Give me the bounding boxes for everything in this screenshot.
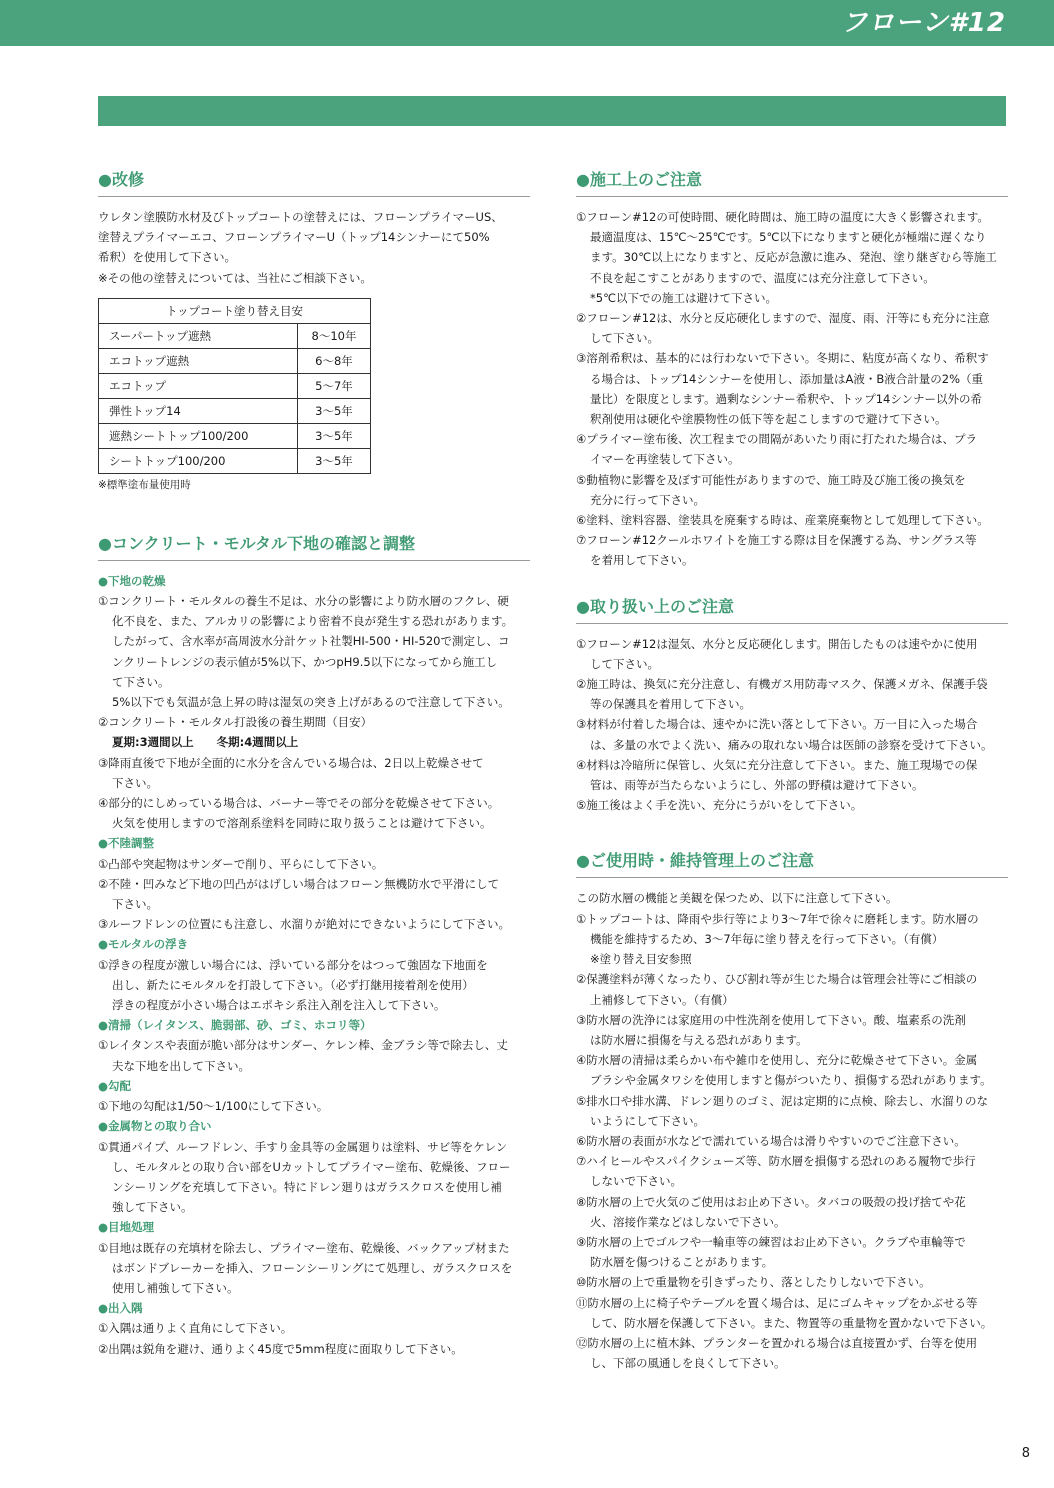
list-item: ①入隅は通りよく直角にして下さい。	[98, 1321, 293, 1336]
list-item-note: 5%以下でも気温が急上昇の時は湿気の突き上げがあるので注意して下さい。	[112, 695, 510, 710]
table-cell-name: シートトップ100/200	[99, 448, 298, 473]
list-item: ⑤施工後はよく手を洗い、充分にうがいをして下さい。	[576, 798, 863, 813]
list-item: ②不陸・凹みなど下地の凹凸がはげしい場合はフローン無機防水で平滑にして 下さい。	[98, 876, 500, 912]
list-item: ②フローン#12は、水分と反応硬化しますので、湿度、雨、汗等にも充分に注意 して下さい。	[576, 311, 990, 346]
text-line: 塗替えプライマーエコ、フローンプライマーU（トップ14シンナーにて50%	[98, 230, 490, 245]
section-shiyou	[576, 849, 1008, 1373]
list-item-note: ※塗り替え目安参照	[590, 952, 692, 967]
section-title: ●コンクリート・モルタル下地の確認と調整	[98, 532, 530, 561]
table-cell-years: 5〜7年	[298, 373, 371, 398]
list-item: ④部分的にしめっている場合は、バーナー等でその部分を乾燥させて下さい。 火気を使用しますので溶剤系塗料を同時に取り扱うことは避けて下さい。	[98, 796, 500, 831]
list-item: ①目地は既存の充填材を除去し、プライマー塗布、乾燥後、バックアップ材また はボンドブレーカーを挿入、フローンシーリングにて処理し、ガラスクロスを 使用し補強して下さい。	[98, 1240, 513, 1295]
table-cell-years: 8〜10年	[298, 323, 371, 348]
section-toriatsukai	[576, 595, 1008, 816]
topcoat-table	[98, 298, 371, 474]
table-cell-years: 3〜5年	[298, 448, 371, 473]
list-item: ②出隅は鋭角を避け、通りよく45度で5mm程度に面取りして下さい。	[98, 1341, 463, 1356]
list-item: ③材料が付着した場合は、速やかに洗い落として下さい。万一目に入った場合 は、多量の水でよく洗い、痛みの取れない場合は医師の診察を受けて下さい。	[576, 717, 993, 752]
table-row	[99, 398, 371, 423]
list-item: ①凸部や突起物はサンダーで削り、平らにして下さい。	[98, 856, 384, 871]
table-cell-name: スーパートップ遮熱	[99, 323, 298, 348]
subsection-title: ●不陸調整	[98, 836, 155, 851]
left-column	[98, 168, 530, 1383]
brand-title: フローン#12	[841, 8, 1006, 38]
list-item: ②コンクリート・モルタル打設後の養生期間（目安）	[98, 715, 373, 730]
page-number: 8	[1021, 1446, 1030, 1461]
list-item: ①フローン#12の可使時間、硬化時間は、施工時の温度に大きく影響されます。 最適温度は、15℃〜25℃です。5℃以下になりますと硬化が極端に遅くなり ます。30℃以上になりますと、反応が急激に進み、発泡、塗り継ぎむら等施工 不良を起こすことがありますので、温度には充分注意して下さい。	[576, 210, 997, 285]
list-item-note: 浮きの程度が小さい場合はエポキシ系注入剤を注入して下さい。	[112, 998, 446, 1013]
list-item: ③降雨直後で下地が全面的に水分を含んでいる場合は、2日以上乾燥させて 下さい。	[98, 755, 484, 790]
list-item: ①フローン#12は湿気、水分と反応硬化します。開缶したものは速やかに使用 して下さい。	[576, 636, 978, 671]
subsection-title: ●清掃（レイタンス、脆弱部、砂、ゴミ、ホコリ等）	[98, 1018, 372, 1033]
list-item: ①コンクリート・モルタルの養生不足は、水分の影響により防水層のフクレ、硬 化不良を、また、アルカリの影響により密着不良が発生する恐れがあります。 したがって、含水率が高周波水分計ケット社製HI-500・HI-520で測定し、コ ンクリートレンジの表示値が5%以下、かつpH9.5以下になってから施工し て下さい。	[98, 594, 514, 689]
text-line: 希釈）を使用して下さい。	[98, 250, 236, 265]
list-item: ①トップコートは、降雨や歩行等により3〜7年で徐々に磨耗します。防水層の 機能を維持するため、3〜7年毎に塗り替えを行って下さい。（有償）	[576, 911, 979, 946]
table-note: ※標準塗布量使用時	[98, 478, 191, 491]
section-title: ●ご使用時・維持管理上のご注意	[576, 849, 1008, 878]
list-item: ⑤排水口や排水溝、ドレン廻りのゴミ、泥は定期的に点検、除去し、水溜りのな いようにして下さい。	[576, 1093, 989, 1128]
section-kaishu	[98, 168, 530, 494]
list-item: ⑪防水層の上に椅子やテーブルを置く場合は、足にゴムキャップをかぶせる等 して、防水層を保護して下さい。また、物置等の重量物を置かないで下さい。	[576, 1295, 993, 1330]
list-item: ⑧防水層の上で火気のご使用はお止め下さい。タバコの吸殻の投げ捨てや花 火、溶接作業などはしないで下さい。	[576, 1194, 966, 1229]
subsection-title: ●勾配	[98, 1078, 132, 1093]
subsection-title: ●下地の乾燥	[98, 573, 166, 588]
list-item: ②施工時は、換気に充分注意し、有機ガス用防毒マスク、保護メガネ、保護手袋 等の保護具を着用して下さい。	[576, 677, 988, 712]
list-item: ⑦ハイヒールやスパイクシューズ等、防水層を損傷する恐れのある履物で歩行 しないで下さい。	[576, 1154, 976, 1189]
list-item: ⑨防水層の上でゴルフや一輪車等の練習はお止め下さい。クラブや車輪等で 防水層を傷つけることがあります。	[576, 1234, 966, 1270]
list-item: ⑫防水層の上に植木鉢、プランターを置かれる場合は直接置かず、台等を使用 し、下部の風通しを良くして下さい。	[576, 1335, 978, 1371]
subsection-title: ●金属物との取り合い	[98, 1119, 212, 1134]
list-item: ⑤動植物に影響を及ぼす可能性がありますので、施工時及び施工後の換気を 充分に行って下さい。	[576, 472, 966, 507]
header-bar	[0, 0, 1054, 46]
text-line: この防水層の機能と美観を保つため、以下に注意して下さい。	[576, 891, 898, 906]
table-cell-years: 3〜5年	[298, 398, 371, 423]
list-item: ①下地の勾配は1/50〜1/100にして下さい。	[98, 1099, 329, 1114]
subsection-title: ●目地処理	[98, 1220, 155, 1235]
list-item: ①浮きの程度が激しい場合には、浮いている部分をはつって強固な下地面を 出し、新たにモルタルを打設して下さい。（必ず打継用接着剤を使用）	[98, 957, 488, 992]
table-row	[99, 448, 371, 473]
text-line: ※その他の塗替えについては、当社にご相談下さい。	[98, 270, 372, 285]
list-item: ②保護塗料が薄くなったり、ひび割れ等が生じた場合は管理会社等にご相談の 上補修して下さい。（有償）	[576, 972, 978, 1007]
table-cell-years: 6〜8年	[298, 348, 371, 373]
list-item: ④プライマー塗布後、次工程までの間隔があいたり雨に打たれた場合は、プラ イマーを再塗装して下さい。	[576, 432, 977, 467]
list-item: ①レイタンスや表面が脆い部分はサンダー、ケレン棒、金ブラシ等で除去し、丈 夫な下地を出して下さい。	[98, 1038, 508, 1073]
section-title: ●改修	[98, 168, 530, 197]
list-item: ⑩防水層の上で重量物を引きずったり、落としたりしないで下さい。	[576, 1275, 931, 1290]
table-cell-name: エコトップ遮熱	[99, 348, 298, 373]
table-row	[99, 348, 371, 373]
table-row	[99, 323, 371, 348]
section-title: ●取り扱い上のご注意	[576, 595, 1008, 624]
subsection-title: ●出入隅	[98, 1301, 143, 1316]
text-line: ウレタン塗膜防水材及びトップコートの塗替えには、フローンプライマーUS、	[98, 210, 503, 224]
list-item: ③溶剤希釈は、基本的には行わないで下さい。冬期に、粘度が高くなり、希釈す る場合は、トップ14シンナーを使用し、添加量はA液・B液合計量の2%（重 量比）を限度とします。過剰なシンナー希釈や、トップ14シンナー以外の希 釈剤使用は硬化や塗膜物性の低下等を起こしますので避けて下さい。	[576, 351, 989, 427]
list-item-note: *5℃以下での施工は避けて下さい。	[590, 290, 777, 305]
list-item: ⑥防水層の表面が水などで濡れている場合は滑りやすいのでご注意下さい。	[576, 1133, 966, 1148]
right-column	[576, 168, 1008, 1397]
table-cell-years: 3〜5年	[298, 423, 371, 448]
table-cell-name: 弾性トップ14	[99, 398, 298, 423]
section-concrete	[98, 532, 530, 1359]
table-header: トップコート塗り替え目安	[99, 298, 371, 323]
table-cell-name: 遮熱シートトップ100/200	[99, 423, 298, 448]
green-band	[98, 96, 1006, 126]
section-sekou	[576, 168, 1008, 571]
list-item: ③防水層の洗浄には家庭用の中性洗剤を使用して下さい。酸、塩素系の洗剤 は防水層に損傷を与える恐れがあります。	[576, 1012, 966, 1047]
list-item: ①貫通パイプ、ルーフドレン、手すり金具等の金属廻りは塗料、サビ等をケレン し、モルタルとの取り合い部をUカットしてプライマー塗布、乾燥後、フロー ンシーリングを充填して下さい。特にドレン廻りはガラスクロスを使用し補 強して下さい。	[98, 1139, 511, 1215]
table-row	[99, 423, 371, 448]
table-cell-name: エコトップ	[99, 373, 298, 398]
list-item: ④材料は冷暗所に保管し、火気に充分注意して下さい。また、施工現場での保 管は、雨等が当たらないようにし、外部の野積は避けて下さい。	[576, 757, 978, 793]
list-item: ⑥塗料、塗料容器、塗装具を廃棄する時は、産業廃棄物として処理して下さい。	[576, 513, 989, 528]
list-item: ④防水層の清掃は柔らかい布や雑巾を使用し、充分に乾燥させて下さい。金属 ブラシや金属タワシを使用しますと傷がついたり、損傷する恐れがあります。	[576, 1053, 992, 1088]
list-item: ⑦フローン#12クールホワイトを施工する際は目を保護する為、サングラス等 を着用して下さい。	[576, 533, 977, 568]
list-item: ③ルーフドレンの位置にも注意し、水溜りが絶対にできないようにして下さい。	[98, 917, 510, 932]
section-title: ●施工上のご注意	[576, 168, 1008, 197]
subsection-title: ●モルタルの浮き	[98, 937, 189, 952]
list-item-note: 夏期:3週間以上 冬期:4週間以上	[112, 735, 299, 750]
table-row	[99, 373, 371, 398]
